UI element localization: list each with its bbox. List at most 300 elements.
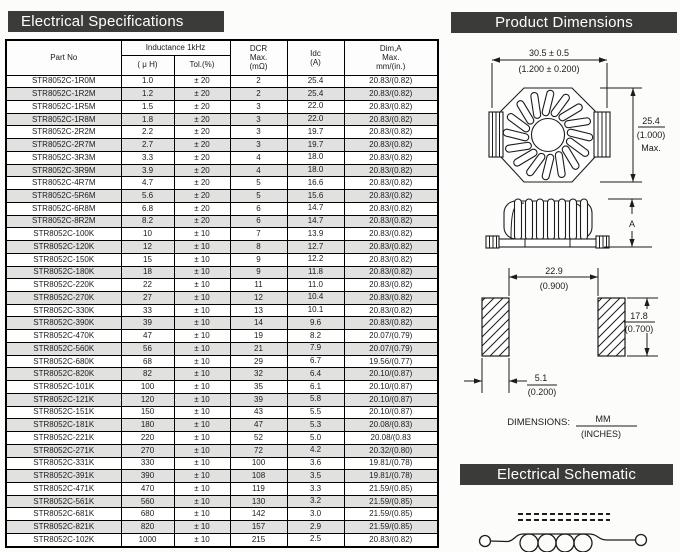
cell-part-no: STR8052C-331K — [6, 457, 121, 470]
cell-tolerance: ± 20 — [174, 202, 230, 215]
cell-inductance-uh: 12 — [121, 241, 174, 254]
col-header-dcr — [230, 40, 287, 75]
cell-idc: 4.2 — [287, 444, 344, 457]
cell-dim-a: 20.83/(0.82) — [344, 253, 438, 266]
cell-inductance-uh: 8.2 — [121, 215, 174, 228]
cell-idc: 5.3 — [287, 419, 344, 432]
table-row — [6, 190, 438, 203]
cell-part-no: STR8052C-2R7M — [6, 139, 121, 152]
cell-idc: 6.4 — [287, 368, 344, 381]
a-dimension-label: A — [628, 219, 636, 229]
idc-line: (A) — [310, 57, 321, 67]
table-row — [6, 533, 438, 547]
cell-idc: 14.7 — [287, 202, 344, 215]
coil-wire — [491, 534, 636, 542]
col-header-part-no: Part No — [6, 40, 121, 75]
cell-idc: 19.7 — [287, 126, 344, 139]
height-in-label: (1.000) — [636, 130, 666, 140]
cell-dim-a: 20.83/(0.82) — [344, 126, 438, 139]
cell-dim-a: 20.08/(0.83 — [344, 432, 438, 445]
cell-dcr-max: 6 — [230, 202, 287, 215]
cell-part-no: STR8052C-221K — [6, 432, 121, 445]
cell-dcr-max: 2 — [230, 75, 287, 88]
cell-inductance-uh: 47 — [121, 330, 174, 343]
table-row — [6, 381, 438, 394]
cell-part-no: STR8052C-1R8M — [6, 113, 121, 126]
cell-dim-a: 20.83/(0.82) — [344, 202, 438, 215]
col-header-inductance-group: Inductance 1kHz — [121, 40, 230, 55]
table-row — [6, 241, 438, 254]
cell-dim-a: 20.83/(0.82) — [344, 139, 438, 152]
cell-part-no: STR8052C-151K — [6, 406, 121, 419]
table-row — [6, 355, 438, 368]
table-row — [6, 228, 438, 241]
pad-height-in-label: (0.700) — [624, 324, 654, 334]
cell-inductance-uh: 180 — [121, 419, 174, 432]
cell-dim-a: 20.83/(0.82) — [344, 291, 438, 304]
pad-pitch-mm-label: 22.9 — [545, 266, 563, 276]
cell-tolerance: ± 20 — [174, 164, 230, 177]
cell-idc: 3.6 — [287, 457, 344, 470]
cell-dcr-max: 14 — [230, 317, 287, 330]
cell-part-no: STR8052C-820K — [6, 368, 121, 381]
cell-dcr-max: 5 — [230, 177, 287, 190]
table-row — [6, 317, 438, 330]
cell-tolerance: ± 20 — [174, 100, 230, 113]
table-row — [6, 126, 438, 139]
cell-dim-a: 20.83/(0.82) — [344, 266, 438, 279]
cell-part-no: STR8052C-220K — [6, 279, 121, 292]
cell-idc: 15.6 — [287, 190, 344, 203]
cell-idc: 12.2 — [287, 253, 344, 266]
table-row — [6, 342, 438, 355]
cell-dcr-max: 3 — [230, 100, 287, 113]
cell-tolerance: ± 10 — [174, 368, 230, 381]
cell-dcr-max: 130 — [230, 495, 287, 508]
cell-inductance-uh: 4.7 — [121, 177, 174, 190]
cell-dim-a: 20.83/(0.82) — [344, 164, 438, 177]
cell-inductance-uh: 270 — [121, 444, 174, 457]
cell-dim-a: 20.83/(0.82) — [344, 190, 438, 203]
table-row — [6, 495, 438, 508]
cell-idc: 18.0 — [287, 151, 344, 164]
cell-tolerance: ± 20 — [174, 88, 230, 101]
table-row — [6, 113, 438, 126]
cell-inductance-uh: 330 — [121, 457, 174, 470]
cell-part-no: STR8052C-470K — [6, 330, 121, 343]
cell-tolerance: ± 20 — [174, 126, 230, 139]
pad-height-dimension — [624, 298, 658, 356]
cell-idc: 12.7 — [287, 241, 344, 254]
cell-inductance-uh: 39 — [121, 317, 174, 330]
table-row — [6, 393, 438, 406]
cell-part-no: STR8052C-4R7M — [6, 177, 121, 190]
cell-dim-a: 21.59/(0.85) — [344, 521, 438, 534]
cell-idc: 5.8 — [287, 393, 344, 406]
toroid-left-terminal — [489, 112, 503, 157]
cell-dcr-max: 13 — [230, 304, 287, 317]
cell-part-no: STR8052C-680K — [6, 355, 121, 368]
cell-part-no: STR8052C-101K — [6, 381, 121, 394]
cell-idc: 11.8 — [287, 266, 344, 279]
cell-dcr-max: 11 — [230, 279, 287, 292]
cell-dcr-max: 9 — [230, 253, 287, 266]
cell-tolerance: ± 10 — [174, 432, 230, 445]
cell-part-no: STR8052C-2R2M — [6, 126, 121, 139]
electrical-specifications-header: Electrical Specifications — [8, 11, 224, 32]
cell-tolerance: ± 20 — [174, 190, 230, 203]
dim-line: Max. — [382, 53, 400, 63]
cell-dim-a: 20.83/(0.82) — [344, 215, 438, 228]
cell-dim-a: 21.59/(0.85) — [344, 508, 438, 521]
cell-tolerance: ± 10 — [174, 393, 230, 406]
cell-tolerance: ± 10 — [174, 381, 230, 394]
cell-dcr-max: 100 — [230, 457, 287, 470]
dcr-line: DCR — [249, 43, 268, 53]
cell-idc: 16.6 — [287, 177, 344, 190]
cell-part-no: STR8052C-3R3M — [6, 151, 121, 164]
electrical-schematic-header: Electrical Schematic — [460, 464, 673, 485]
cell-idc: 5.0 — [287, 432, 344, 445]
cell-inductance-uh: 56 — [121, 342, 174, 355]
cell-dim-a: 20.32/(0.80) — [344, 444, 438, 457]
cell-part-no: STR8052C-561K — [6, 495, 121, 508]
width-in-label: (1.200 ± 0.200) — [518, 64, 580, 74]
cell-idc: 22.0 — [287, 113, 344, 126]
cell-part-no: STR8052C-5R6M — [6, 190, 121, 203]
cell-part-no: STR8052C-3R9M — [6, 164, 121, 177]
cell-inductance-uh: 3.9 — [121, 164, 174, 177]
cell-tolerance: ± 20 — [174, 75, 230, 88]
cell-part-no: STR8052C-821K — [6, 521, 121, 534]
side-left-terminal — [486, 236, 499, 248]
pad-pitch-dimension — [509, 266, 598, 296]
col-header-dim-a — [344, 40, 438, 75]
cell-idc: 22.0 — [287, 100, 344, 113]
table-row — [6, 253, 438, 266]
cell-dcr-max: 39 — [230, 393, 287, 406]
table-row — [6, 368, 438, 381]
cell-tolerance: ± 10 — [174, 533, 230, 547]
cell-inductance-uh: 27 — [121, 291, 174, 304]
cell-dcr-max: 2 — [230, 88, 287, 101]
cell-inductance-uh: 15 — [121, 253, 174, 266]
cell-part-no: STR8052C-391K — [6, 470, 121, 483]
cell-tolerance: ± 20 — [174, 215, 230, 228]
table-row — [6, 100, 438, 113]
cell-tolerance: ± 10 — [174, 406, 230, 419]
cell-inductance-uh: 220 — [121, 432, 174, 445]
cell-idc: 10.1 — [287, 304, 344, 317]
table-row — [6, 432, 438, 445]
cell-idc: 10.4 — [287, 291, 344, 304]
cell-tolerance: ± 10 — [174, 419, 230, 432]
schematic-left-terminal — [480, 536, 491, 547]
cell-idc: 11.0 — [287, 279, 344, 292]
cell-dim-a: 20.07/(0.79) — [344, 342, 438, 355]
cell-dim-a: 20.07/(0.79) — [344, 330, 438, 343]
cell-inductance-uh: 150 — [121, 406, 174, 419]
cell-dcr-max: 19 — [230, 330, 287, 343]
product-dimensions-header: Product Dimensions — [451, 12, 677, 33]
cell-tolerance: ± 20 — [174, 139, 230, 152]
table-row — [6, 75, 438, 88]
cell-tolerance: ± 10 — [174, 470, 230, 483]
table-row — [6, 304, 438, 317]
cell-inductance-uh: 1.8 — [121, 113, 174, 126]
cell-idc: 2.9 — [287, 521, 344, 534]
cell-dim-a: 19.81/(0.78) — [344, 457, 438, 470]
table-row — [6, 457, 438, 470]
land-pattern-right-pad — [598, 298, 625, 356]
cell-dcr-max: 3 — [230, 139, 287, 152]
cell-idc: 25.4 — [287, 88, 344, 101]
cell-dcr-max: 119 — [230, 483, 287, 496]
cell-tolerance: ± 10 — [174, 444, 230, 457]
cell-part-no: STR8052C-1R0M — [6, 75, 121, 88]
cell-tolerance: ± 10 — [174, 291, 230, 304]
dim-line: mm/(in.) — [376, 62, 406, 72]
cell-tolerance: ± 20 — [174, 177, 230, 190]
cell-part-no: STR8052C-1R2M — [6, 88, 121, 101]
cell-part-no: STR8052C-8R2M — [6, 215, 121, 228]
cell-inductance-uh: 1.2 — [121, 88, 174, 101]
table-row — [6, 139, 438, 152]
cell-dim-a: 20.83/(0.82) — [344, 177, 438, 190]
cell-tolerance: ± 10 — [174, 508, 230, 521]
cell-dcr-max: 72 — [230, 444, 287, 457]
cell-dcr-max: 8 — [230, 241, 287, 254]
cell-dcr-max: 9 — [230, 266, 287, 279]
cell-inductance-uh: 820 — [121, 521, 174, 534]
cell-inductance-uh: 18 — [121, 266, 174, 279]
cell-inductance-uh: 1000 — [121, 533, 174, 547]
pad-width-in-label: (0.200) — [527, 387, 557, 397]
cell-inductance-uh: 680 — [121, 508, 174, 521]
table-row — [6, 151, 438, 164]
cell-tolerance: ± 10 — [174, 304, 230, 317]
cell-inductance-uh: 5.6 — [121, 190, 174, 203]
cell-dcr-max: 3 — [230, 126, 287, 139]
col-header-idc — [287, 40, 344, 75]
cell-dim-a: 20.83/(0.82) — [344, 113, 438, 126]
cell-part-no: STR8052C-121K — [6, 393, 121, 406]
cell-part-no: STR8052C-181K — [6, 419, 121, 432]
table-row — [6, 177, 438, 190]
cell-dcr-max: 6 — [230, 215, 287, 228]
cell-dcr-max: 157 — [230, 521, 287, 534]
land-pattern-left-pad — [482, 298, 509, 356]
cell-inductance-uh: 1.0 — [121, 75, 174, 88]
cell-dcr-max: 52 — [230, 432, 287, 445]
units-mm-label: MM — [595, 414, 611, 424]
cell-part-no: STR8052C-330K — [6, 304, 121, 317]
cell-part-no: STR8052C-6R8M — [6, 202, 121, 215]
toroid-right-terminal — [594, 112, 610, 157]
cell-dim-a: 20.10/(0.87) — [344, 393, 438, 406]
cell-tolerance: ± 10 — [174, 317, 230, 330]
cell-tolerance: ± 10 — [174, 330, 230, 343]
cell-tolerance: ± 10 — [174, 483, 230, 496]
cell-part-no: STR8052C-471K — [6, 483, 121, 496]
cell-inductance-uh: 2.7 — [121, 139, 174, 152]
cell-part-no: STR8052C-271K — [6, 444, 121, 457]
table-row — [6, 330, 438, 343]
cell-idc: 6.7 — [287, 355, 344, 368]
cell-inductance-uh: 390 — [121, 470, 174, 483]
cell-part-no: STR8052C-150K — [6, 253, 121, 266]
table-row — [6, 291, 438, 304]
cell-dim-a: 20.10/(0.87) — [344, 368, 438, 381]
cell-inductance-uh: 82 — [121, 368, 174, 381]
cell-inductance-uh: 22 — [121, 279, 174, 292]
cell-tolerance: ± 10 — [174, 495, 230, 508]
product-dimensions-panel — [440, 36, 680, 552]
cell-idc: 3.3 — [287, 483, 344, 496]
idc-line: Idc — [310, 48, 321, 58]
cell-inductance-uh: 10 — [121, 228, 174, 241]
land-pattern — [464, 266, 658, 397]
cell-idc: 25.4 — [287, 75, 344, 88]
cell-inductance-uh: 100 — [121, 381, 174, 394]
cell-tolerance: ± 10 — [174, 521, 230, 534]
cell-dim-a: 20.83/(0.82) — [344, 100, 438, 113]
dim-line: Dim,A — [379, 43, 402, 53]
cell-idc: 14.7 — [287, 215, 344, 228]
cell-dim-a: 20.83/(0.82) — [344, 317, 438, 330]
table-row — [6, 444, 438, 457]
table-row — [6, 508, 438, 521]
cell-dcr-max: 12 — [230, 291, 287, 304]
cell-dcr-max: 7 — [230, 228, 287, 241]
cell-dcr-max: 4 — [230, 164, 287, 177]
cell-dim-a: 20.83/(0.82) — [344, 279, 438, 292]
side-right-terminal — [596, 236, 609, 248]
cell-dcr-max: 21 — [230, 342, 287, 355]
cell-tolerance: ± 10 — [174, 355, 230, 368]
cell-part-no: STR8052C-270K — [6, 291, 121, 304]
cell-tolerance: ± 10 — [174, 457, 230, 470]
col-header-tolerance: Tol.(%) — [174, 55, 230, 75]
cell-part-no: STR8052C-100K — [6, 228, 121, 241]
pad-width-mm-label: 5.1 — [534, 373, 548, 383]
cell-idc: 7.9 — [287, 342, 344, 355]
cell-inductance-uh: 470 — [121, 483, 174, 496]
cell-idc: 2.5 — [287, 533, 344, 547]
cell-dim-a: 20.83/(0.82) — [344, 241, 438, 254]
cell-idc: 9.6 — [287, 317, 344, 330]
cell-dim-a: 19.56/(0.77) — [344, 355, 438, 368]
schematic-right-terminal — [636, 535, 647, 546]
cell-dcr-max: 35 — [230, 381, 287, 394]
cell-idc: 3.2 — [287, 495, 344, 508]
cell-idc: 5.5 — [287, 406, 344, 419]
cell-idc: 18.0 — [287, 164, 344, 177]
cell-dim-a: 20.83/(0.82) — [344, 228, 438, 241]
cell-inductance-uh: 3.3 — [121, 151, 174, 164]
cell-dim-a: 20.10/(0.87) — [344, 406, 438, 419]
cell-inductance-uh: 2.2 — [121, 126, 174, 139]
cell-part-no: STR8052C-1R5M — [6, 100, 121, 113]
inductor-side-view — [486, 199, 609, 248]
table-row — [6, 279, 438, 292]
height-note-label: Max. — [641, 143, 661, 153]
cell-dim-a: 20.83/(0.82) — [344, 151, 438, 164]
dcr-line: Max. — [249, 53, 268, 63]
cell-tolerance: ± 20 — [174, 113, 230, 126]
cell-dim-a: 19.81/(0.78) — [344, 470, 438, 483]
table-row — [6, 521, 438, 534]
table-row — [6, 419, 438, 432]
cell-dcr-max: 5 — [230, 190, 287, 203]
table-row — [6, 202, 438, 215]
cell-inductance-uh: 120 — [121, 393, 174, 406]
cell-dcr-max: 108 — [230, 470, 287, 483]
cell-inductance-uh: 560 — [121, 495, 174, 508]
table-row — [6, 406, 438, 419]
pad-pitch-in-label: (0.900) — [539, 281, 569, 291]
cell-part-no: STR8052C-120K — [6, 241, 121, 254]
cell-part-no: STR8052C-180K — [6, 266, 121, 279]
pad-width-dimension — [464, 358, 557, 397]
cell-tolerance: ± 20 — [174, 151, 230, 164]
cell-dcr-max: 4 — [230, 151, 287, 164]
height-mm-label: 25.4 — [642, 116, 660, 126]
units-inches-label: (INCHES) — [581, 429, 621, 439]
cell-dim-a: 21.59/(0.85) — [344, 483, 438, 496]
cell-idc: 8.2 — [287, 330, 344, 343]
cell-dcr-max: 3 — [230, 113, 287, 126]
table-row — [6, 266, 438, 279]
col-header-inductance-uh: ( μ H) — [121, 55, 174, 75]
cell-idc: 19.7 — [287, 139, 344, 152]
toroid-top-view — [489, 88, 610, 182]
cell-part-no: STR8052C-390K — [6, 317, 121, 330]
cell-part-no: STR8052C-102K — [6, 533, 121, 547]
cell-idc: 13.9 — [287, 228, 344, 241]
table-row — [6, 164, 438, 177]
cell-dim-a: 20.08/(0.83) — [344, 419, 438, 432]
table-row — [6, 470, 438, 483]
cell-dim-a: 21.59/(0.85) — [344, 495, 438, 508]
cell-inductance-uh: 1.5 — [121, 100, 174, 113]
units-note — [507, 414, 637, 439]
cell-inductance-uh: 33 — [121, 304, 174, 317]
width-mm-label: 30.5 ± 0.5 — [529, 48, 569, 58]
spec-table-body — [6, 75, 438, 547]
cell-tolerance: ± 10 — [174, 228, 230, 241]
cell-idc: 6.1 — [287, 381, 344, 394]
cell-dcr-max: 29 — [230, 355, 287, 368]
cell-tolerance: ± 10 — [174, 266, 230, 279]
cell-part-no: STR8052C-681K — [6, 508, 121, 521]
cell-dcr-max: 215 — [230, 533, 287, 547]
cell-inductance-uh: 6.8 — [121, 202, 174, 215]
electrical-specifications-table — [5, 39, 439, 548]
pad-height-mm-label: 17.8 — [630, 311, 648, 321]
cell-tolerance: ± 10 — [174, 253, 230, 266]
a-dimension — [604, 199, 652, 247]
cell-dim-a: 20.83/(0.82) — [344, 88, 438, 101]
cell-dim-a: 20.83/(0.82) — [344, 533, 438, 547]
cell-dim-a: 20.83/(0.82) — [344, 75, 438, 88]
cell-dcr-max: 43 — [230, 406, 287, 419]
cell-part-no: STR8052C-560K — [6, 342, 121, 355]
cell-dcr-max: 47 — [230, 419, 287, 432]
cell-dcr-max: 32 — [230, 368, 287, 381]
table-row — [6, 88, 438, 101]
dcr-line: (mΩ) — [249, 62, 268, 72]
